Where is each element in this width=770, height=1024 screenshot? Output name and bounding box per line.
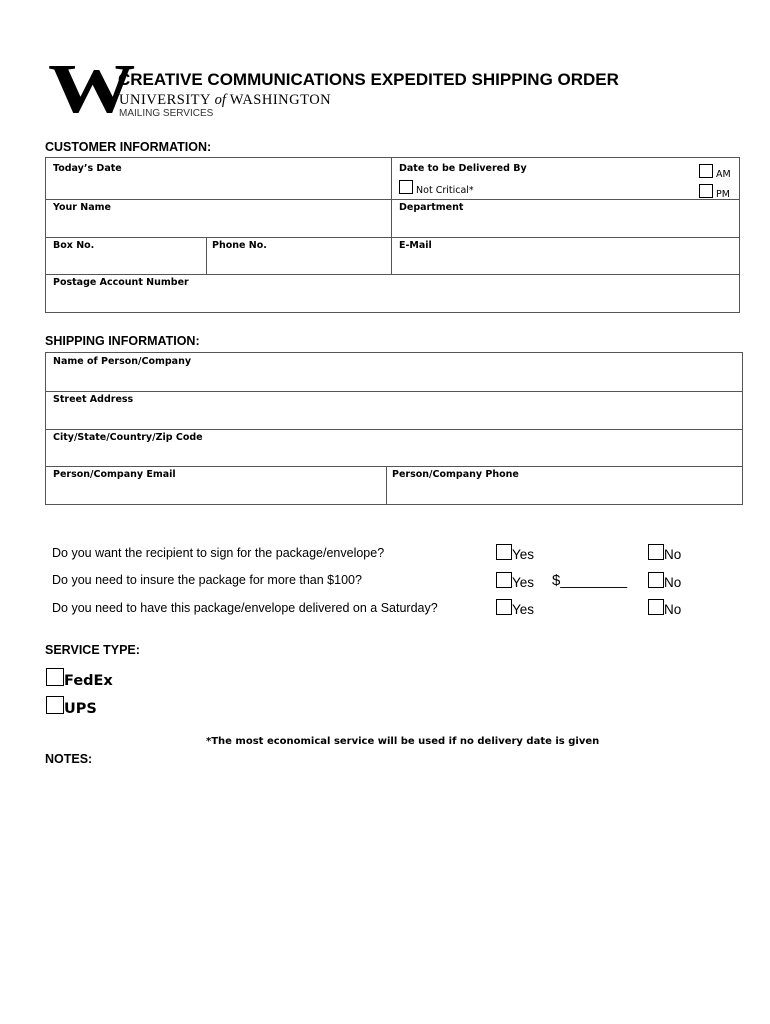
- am-checkbox[interactable]: [699, 164, 713, 178]
- ups-checkbox[interactable]: [46, 696, 64, 714]
- no-label: No: [664, 547, 682, 562]
- recipient-phone-field[interactable]: Person/Company Phone: [392, 469, 519, 480]
- saturday-yes-checkbox[interactable]: [496, 599, 512, 615]
- email-field[interactable]: E-Mail: [399, 240, 432, 251]
- uw-logo: W: [48, 51, 128, 128]
- fedex-option[interactable]: [46, 668, 113, 689]
- university-name-part1: UNIVERSITY: [119, 92, 211, 108]
- delivery-date-field[interactable]: Date to be Delivered By: [399, 163, 527, 174]
- recipient-name-field[interactable]: Name of Person/Company: [53, 356, 192, 367]
- department-field[interactable]: Department: [399, 202, 464, 213]
- department-subtitle: MAILING SERVICES: [119, 108, 214, 119]
- insurance-no-option[interactable]: [648, 572, 681, 590]
- todays-date-field[interactable]: Today’s Date: [53, 163, 122, 174]
- saturday-no-checkbox[interactable]: [648, 599, 664, 615]
- row-divider: [46, 199, 739, 200]
- col-divider: [386, 466, 387, 504]
- saturday-yes-option[interactable]: [496, 599, 534, 617]
- notes-heading: NOTES:: [45, 752, 93, 766]
- university-name-part2: WASHINGTON: [229, 92, 332, 108]
- col-divider: [391, 158, 392, 274]
- fedex-label: FedEx: [64, 673, 113, 689]
- ups-option[interactable]: [46, 696, 97, 717]
- notes-area[interactable]: [45, 772, 740, 1002]
- am-label: AM: [716, 169, 731, 180]
- question-signature: Do you want the recipient to sign for the package/envelope?: [52, 546, 385, 560]
- question-insurance: Do you need to insure the package for more than $100?: [52, 573, 362, 587]
- customer-info-table: [45, 157, 740, 313]
- not-critical-label: Not Critical*: [416, 185, 474, 196]
- insurance-yes-checkbox[interactable]: [496, 572, 512, 588]
- pm-option[interactable]: [699, 184, 730, 200]
- pm-checkbox[interactable]: [699, 184, 713, 198]
- signature-no-checkbox[interactable]: [648, 544, 664, 560]
- yes-label: Yes: [512, 575, 535, 590]
- shipping-info-heading: SHIPPING INFORMATION:: [45, 334, 200, 348]
- service-type-heading: SERVICE TYPE:: [45, 643, 140, 657]
- not-critical-option[interactable]: [399, 180, 474, 196]
- row-divider: [46, 466, 742, 467]
- row-divider: [46, 391, 742, 392]
- am-option[interactable]: [699, 164, 731, 180]
- university-name: [119, 92, 331, 109]
- service-footnote: *The most economical service will be used if no delivery date is given: [206, 736, 600, 747]
- signature-yes-checkbox[interactable]: [496, 544, 512, 560]
- your-name-field[interactable]: Your Name: [53, 202, 111, 213]
- saturday-no-option[interactable]: [648, 599, 681, 617]
- fedex-checkbox[interactable]: [46, 668, 64, 686]
- row-divider: [46, 274, 739, 275]
- university-name-of: of: [214, 92, 226, 108]
- postage-account-field[interactable]: Postage Account Number: [53, 277, 189, 288]
- phone-no-field[interactable]: Phone No.: [212, 240, 267, 251]
- signature-no-option[interactable]: [648, 544, 681, 562]
- city-state-zip-field[interactable]: City/State/Country/Zip Code: [53, 432, 203, 443]
- signature-yes-option[interactable]: [496, 544, 534, 562]
- shipping-info-table: [45, 352, 743, 505]
- form-title: CREATIVE COMMUNICATIONS EXPEDITED SHIPPING ORDER: [118, 70, 619, 89]
- no-label: No: [664, 602, 682, 617]
- insurance-no-checkbox[interactable]: [648, 572, 664, 588]
- not-critical-checkbox[interactable]: [399, 180, 413, 194]
- ups-label: UPS: [64, 701, 97, 717]
- pm-label: PM: [716, 189, 730, 200]
- insurance-amount-field[interactable]: $________: [552, 572, 628, 589]
- row-divider: [46, 429, 742, 430]
- insurance-yes-option[interactable]: [496, 572, 534, 590]
- question-saturday: Do you need to have this package/envelope delivered on a Saturday?: [52, 601, 438, 615]
- street-address-field[interactable]: Street Address: [53, 394, 134, 405]
- yes-label: Yes: [512, 602, 535, 617]
- customer-info-heading: CUSTOMER INFORMATION:: [45, 140, 212, 154]
- yes-label: Yes: [512, 547, 535, 562]
- col-divider: [206, 237, 207, 274]
- recipient-email-field[interactable]: Person/Company Email: [53, 469, 176, 480]
- no-label: No: [664, 575, 682, 590]
- row-divider: [46, 237, 739, 238]
- box-no-field[interactable]: Box No.: [53, 240, 95, 251]
